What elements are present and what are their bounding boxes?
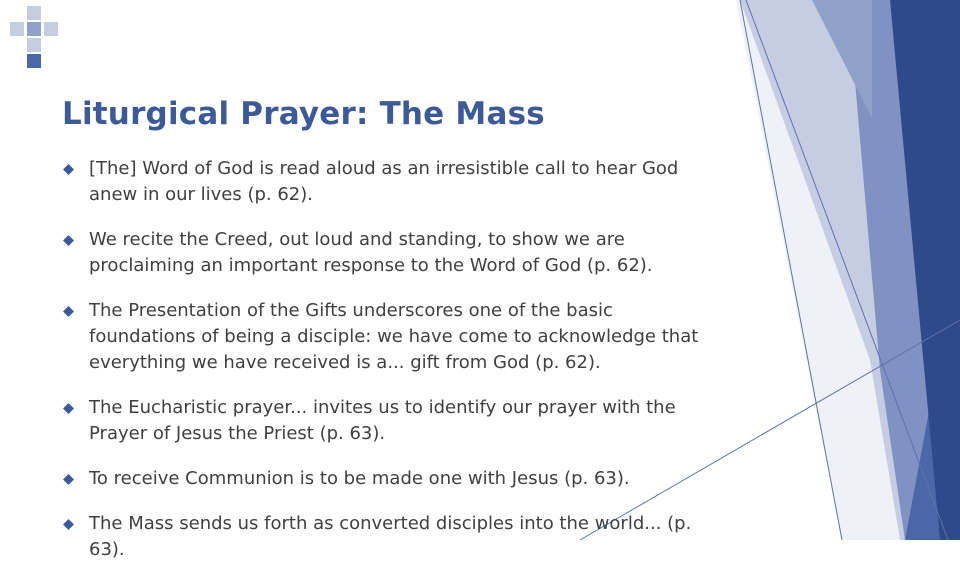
bullet-list	[62, 156, 722, 563]
logo-square-right	[44, 22, 58, 36]
diamond-bullet-icon	[63, 403, 74, 414]
logo-square-top	[27, 6, 41, 20]
diamond-bullet-icon	[63, 164, 74, 175]
bullet-text: We recite the Creed, out loud and standing, to show we are proclaiming an important response to the Word of God (p. 62).	[89, 229, 653, 276]
logo-square-middle	[27, 38, 41, 52]
bullet-item	[62, 227, 722, 279]
diamond-bullet-icon	[63, 235, 74, 246]
bullet-text: [The] Word of God is read aloud as an irresistible call to hear God anew in our lives (p. 62).	[89, 158, 679, 205]
bullet-item	[62, 395, 722, 447]
diamond-bullet-icon	[63, 519, 74, 530]
bullet-text: The Eucharistic prayer... invites us to identify our prayer with the Prayer of Jesus the Priest (p. 63).	[89, 397, 676, 444]
bullet-item	[62, 156, 722, 208]
diamond-bullet-icon	[63, 474, 74, 485]
bullet-text: To receive Communion is to be made one with Jesus (p. 63).	[89, 468, 630, 489]
bullet-item	[62, 466, 722, 492]
slide-title: Liturgical Prayer: The Mass	[62, 96, 545, 132]
logo-square-left	[10, 22, 24, 36]
bullet-item	[62, 298, 722, 376]
bullet-text: The Presentation of the Gifts underscores one of the basic foundations of being a disciple: we have come to acknowledge that everything we have received is a... gift from God (p. 62).	[89, 300, 699, 373]
logo-square-bottom	[27, 54, 41, 68]
cross-squares-logo-icon	[8, 6, 60, 70]
bullet-item	[62, 511, 722, 563]
logo-square-center	[27, 22, 41, 36]
bullet-text: The Mass sends us forth as converted disciples into the world... (p. 63).	[89, 513, 692, 560]
diamond-bullet-icon	[63, 306, 74, 317]
